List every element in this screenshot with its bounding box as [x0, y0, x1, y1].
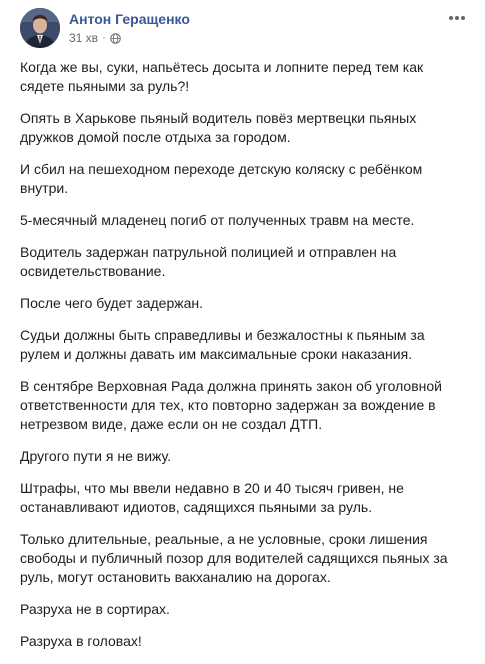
post-header: [20, 8, 470, 50]
avatar-image: [20, 8, 60, 48]
post-paragraph: Водитель задержан патрульной полицией и отправлен на освидетельствование.: [20, 244, 397, 279]
post-meta: [69, 31, 121, 45]
post-paragraph: Судьи должны быть справедливы и безжалостны к пьяным за рулем и должны давать им максимальные сроки наказания.: [20, 327, 425, 362]
globe-icon[interactable]: [110, 33, 121, 44]
post-paragraph: Только длительные, реальные, а не условные, сроки лишения свободы и публичный позор для водителей садящихся пьяных за руль, могут остановить вакханалию на дорогах.: [20, 531, 448, 585]
post-paragraph: В сентябре Верховная Рада должна принять закон об уголовной ответственности для тех, кто повторно задержан за вождение в нетрезвом виде, даже если он не создал ДТП.: [20, 378, 442, 432]
post-paragraph: После чего будет задержан.: [20, 295, 204, 311]
post-paragraph: Разруха не в сортирах.: [20, 601, 170, 617]
post-paragraph: И сбил на пешеходном переходе детскую коляску с ребёнком внутри.: [20, 161, 423, 196]
post-paragraph: Разруха в головах!: [20, 633, 142, 649]
author-name[interactable]: Антон Геращенко: [69, 11, 190, 27]
post-paragraph: Опять в Харькове пьяный водитель повёз мертвецки пьяных дружков домой после отдыха за городом.: [20, 110, 417, 145]
avatar[interactable]: [20, 8, 60, 48]
post-paragraph: Когда же вы, суки, напьётесь досыта и лопните перед тем как сядете пьяными за руль?!: [20, 59, 424, 94]
post-content: [20, 58, 465, 664]
post-paragraph: Другого пути я не вижу.: [20, 448, 172, 464]
meta-separator: ·: [102, 32, 106, 44]
post-paragraph: Штрафы, что мы ввели недавно в 20 и 40 тысяч гривен, не останавливают идиотов, садящихся пьяными за руль.: [20, 480, 404, 515]
more-options-icon: [448, 15, 466, 21]
post-paragraph: 5-месячный младенец погиб от полученных травм на месте.: [20, 212, 415, 228]
more-options-button[interactable]: [446, 10, 468, 26]
post-time[interactable]: 31 хв: [69, 31, 99, 45]
